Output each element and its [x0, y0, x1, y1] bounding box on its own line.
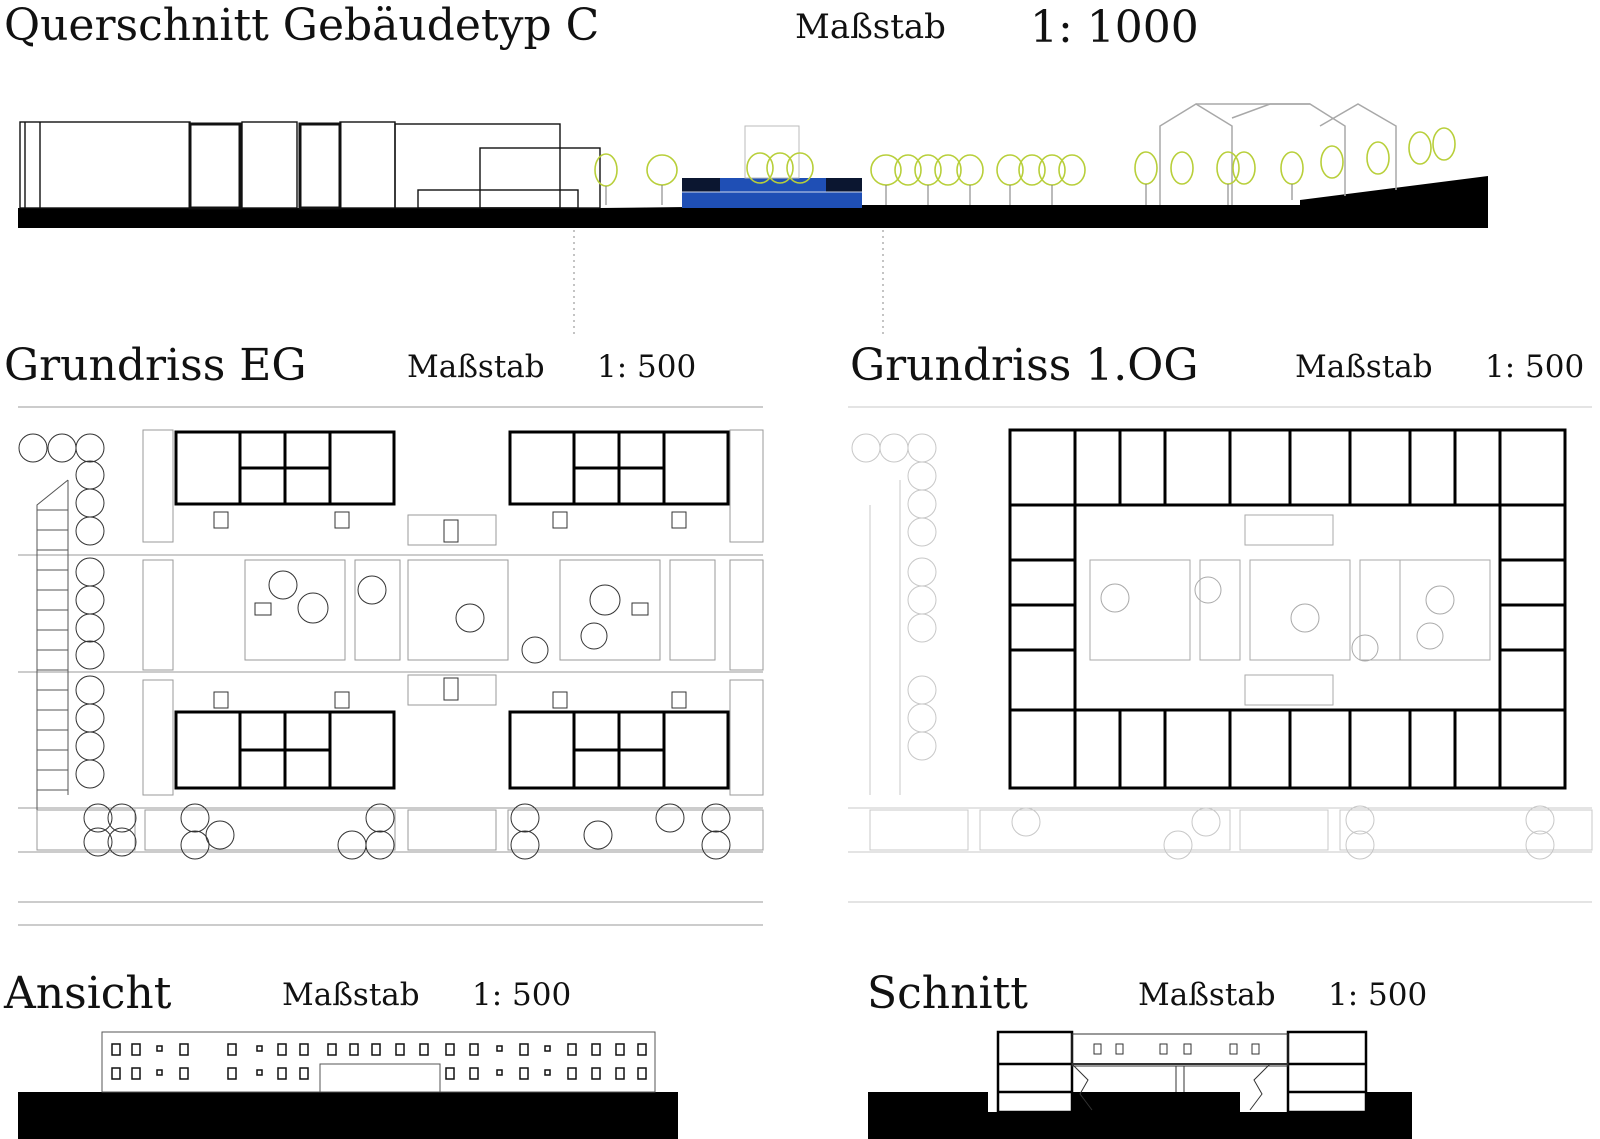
tree-row [595, 128, 1455, 186]
upper-floor-plan [848, 407, 1592, 902]
cross-section-drawing [18, 104, 1488, 338]
elevation-scale-value: 1: 500 [472, 977, 572, 1013]
upper-plan-scale-label: Maßstab [1295, 349, 1433, 385]
cross-section-scale-value: 1: 1000 [1030, 2, 1199, 53]
upper-plan-scale-value: 1: 500 [1485, 349, 1585, 385]
section-drawing [868, 1032, 1412, 1139]
ground-plan-scale-label: Maßstab [407, 349, 545, 385]
existing-buildings-left [20, 122, 600, 208]
ground-plan-title: Grundriss EG [4, 340, 307, 391]
elevation-windows [112, 1044, 646, 1079]
cross-section-title: Querschnitt Gebäudetyp C [4, 0, 600, 51]
upper-plan-inner-courtyards [1090, 515, 1490, 705]
elevation-scale-label: Maßstab [282, 977, 420, 1013]
ground-plan-stairs [214, 512, 686, 708]
ground-plan-trees-bottom [84, 804, 730, 859]
ground-plan-scale-value: 1: 500 [597, 349, 697, 385]
upper-plan-perimeter-block [1010, 430, 1565, 788]
ground-floor-plan [18, 407, 763, 925]
building-type-c-section [682, 126, 862, 208]
upper-plan-title: Grundriss 1.OG [850, 340, 1199, 391]
parking-spaces-left [37, 480, 68, 810]
ground-plan-trees-left [19, 434, 104, 788]
elevation-title: Ansicht [4, 968, 172, 1019]
elevation-drawing [18, 1032, 678, 1139]
existing-houses-right [1160, 104, 1396, 205]
upper-plan-trees-faint [852, 434, 1554, 859]
ground-plan-housing-clusters [176, 432, 728, 788]
section-ground [868, 1092, 1412, 1139]
section-scale-label: Maßstab [1138, 977, 1276, 1013]
ground-plan-courtyard-trees [269, 571, 620, 663]
section-scale-value: 1: 500 [1328, 977, 1428, 1013]
elevation-ground [18, 1092, 678, 1139]
section-title: Schnitt [867, 968, 1028, 1019]
cross-section-scale-label: Maßstab [795, 7, 946, 47]
